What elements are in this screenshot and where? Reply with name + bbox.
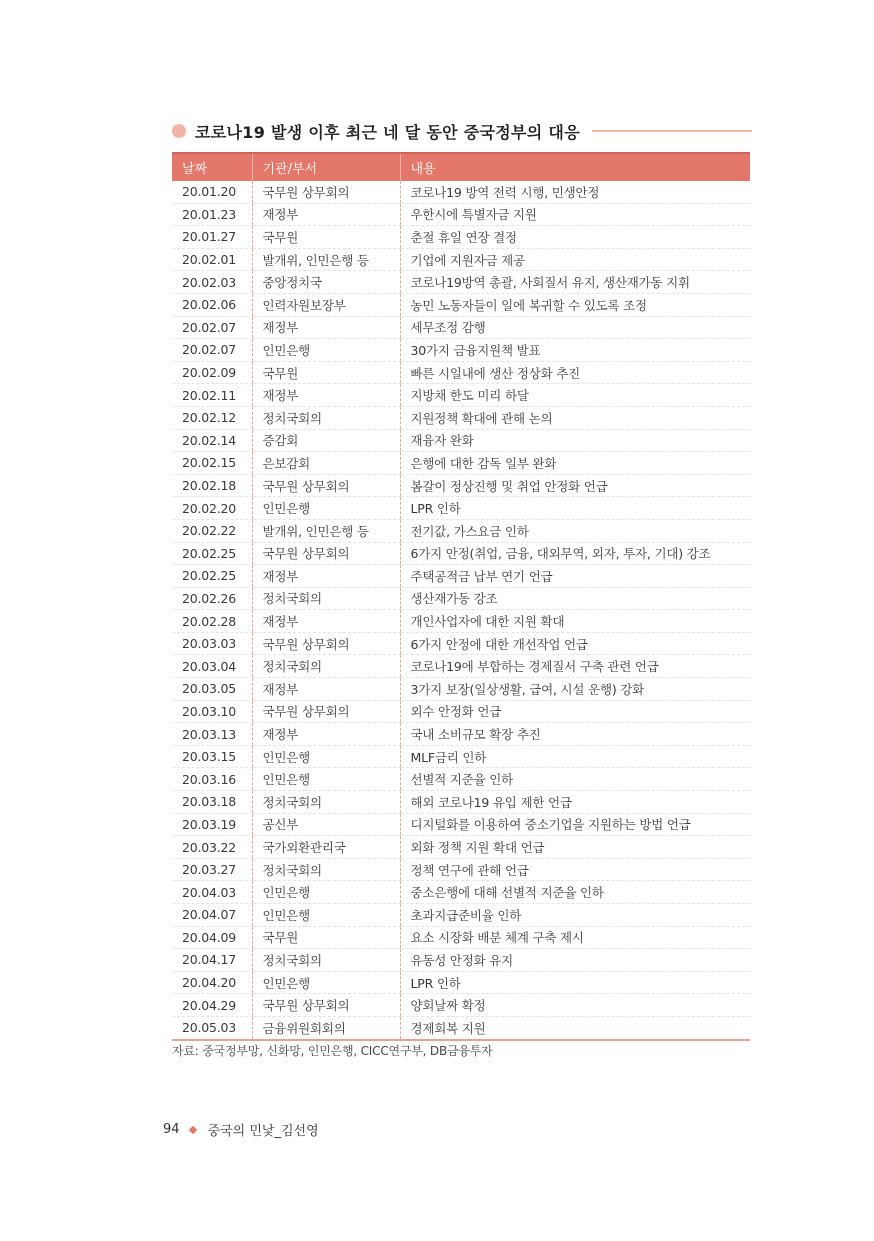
cell-content: MLF금리 인하 bbox=[400, 745, 750, 768]
cell-agency: 재정부 bbox=[252, 316, 400, 339]
cell-date: 20.04.03 bbox=[172, 881, 252, 904]
cell-agency: 국무원 상무회의 bbox=[252, 181, 400, 203]
cell-agency: 정치국회의 bbox=[252, 655, 400, 678]
cell-agency: 인민은행 bbox=[252, 339, 400, 362]
table-row bbox=[172, 497, 750, 520]
table-row bbox=[172, 949, 750, 972]
cell-content: 개인사업자에 대한 지원 확대 bbox=[400, 610, 750, 633]
cell-content: 은행에 대한 감독 일부 완화 bbox=[400, 452, 750, 475]
table-row bbox=[172, 339, 750, 362]
cell-date: 20.05.03 bbox=[172, 1016, 252, 1039]
table-row bbox=[172, 542, 750, 565]
table-row bbox=[172, 452, 750, 475]
cell-agency: 재정부 bbox=[252, 384, 400, 407]
cell-date: 20.02.07 bbox=[172, 316, 252, 339]
cell-agency: 발개위, 인민은행 등 bbox=[252, 519, 400, 542]
cell-date: 20.02.11 bbox=[172, 384, 252, 407]
cell-agency: 국무원 상무회의 bbox=[252, 632, 400, 655]
response-timeline-table bbox=[172, 152, 750, 1041]
table-row bbox=[172, 723, 750, 746]
table-row bbox=[172, 361, 750, 384]
cell-date: 20.02.12 bbox=[172, 406, 252, 429]
cell-content: 기업에 지원자금 제공 bbox=[400, 248, 750, 271]
header-date: 날짜 bbox=[172, 153, 252, 181]
header-agency: 기관/부서 bbox=[252, 153, 400, 181]
cell-date: 20.03.15 bbox=[172, 745, 252, 768]
table-row bbox=[172, 316, 750, 339]
cell-content: 초과지급준비율 인하 bbox=[400, 904, 750, 927]
cell-content: 양회날짜 확정 bbox=[400, 994, 750, 1017]
table-row bbox=[172, 745, 750, 768]
page-number: 94 bbox=[163, 1122, 180, 1137]
table-row bbox=[172, 610, 750, 633]
cell-agency: 국가외환관리국 bbox=[252, 836, 400, 859]
table-row bbox=[172, 813, 750, 836]
cell-content: 코로나19에 부합하는 경제질서 구축 관련 언급 bbox=[400, 655, 750, 678]
cell-agency: 정치국회의 bbox=[252, 587, 400, 610]
table-row bbox=[172, 181, 750, 203]
cell-agency: 인민은행 bbox=[252, 497, 400, 520]
cell-content: 3가지 보장(일상생활, 급여, 시설 운행) 강화 bbox=[400, 678, 750, 701]
circle-bullet-icon bbox=[172, 124, 186, 138]
cell-date: 20.04.20 bbox=[172, 971, 252, 994]
source-note: 자료: 중국정부망, 신화망, 인민은행, CICC연구부, DB금융투자 bbox=[172, 1044, 493, 1058]
table-row bbox=[172, 700, 750, 723]
cell-content: LPR 인하 bbox=[400, 497, 750, 520]
cell-agency: 금융위원회회의 bbox=[252, 1016, 400, 1039]
cell-agency: 재정부 bbox=[252, 610, 400, 633]
cell-content: 6가지 안정에 대한 개선작업 언급 bbox=[400, 632, 750, 655]
cell-content: 유동성 안정화 유지 bbox=[400, 949, 750, 972]
cell-agency: 재정부 bbox=[252, 565, 400, 588]
table-row bbox=[172, 904, 750, 927]
cell-date: 20.02.20 bbox=[172, 497, 252, 520]
cell-agency: 국무원 상무회의 bbox=[252, 542, 400, 565]
table-row bbox=[172, 587, 750, 610]
cell-date: 20.03.13 bbox=[172, 723, 252, 746]
header-content: 내용 bbox=[400, 153, 750, 181]
cell-date: 20.04.09 bbox=[172, 926, 252, 949]
table-row bbox=[172, 858, 750, 881]
cell-agency: 정치국회의 bbox=[252, 791, 400, 814]
table-row bbox=[172, 678, 750, 701]
table-title-row bbox=[172, 118, 752, 144]
cell-agency: 인력자원보장부 bbox=[252, 293, 400, 316]
cell-agency: 인민은행 bbox=[252, 971, 400, 994]
table-row bbox=[172, 293, 750, 316]
cell-agency: 정치국회의 bbox=[252, 406, 400, 429]
cell-content: 주택공적금 납부 연기 언급 bbox=[400, 565, 750, 588]
diamond-icon bbox=[188, 1125, 196, 1133]
cell-content: 지원정책 확대에 관해 논의 bbox=[400, 406, 750, 429]
cell-agency: 국무원 bbox=[252, 361, 400, 384]
table-row bbox=[172, 384, 750, 407]
cell-content: 세무조정 감행 bbox=[400, 316, 750, 339]
cell-date: 20.03.10 bbox=[172, 700, 252, 723]
cell-agency: 재정부 bbox=[252, 203, 400, 226]
cell-agency: 은보감회 bbox=[252, 452, 400, 475]
cell-date: 20.03.22 bbox=[172, 836, 252, 859]
cell-agency: 발개위, 인민은행 등 bbox=[252, 248, 400, 271]
table-row bbox=[172, 881, 750, 904]
cell-content: 외화 정책 지원 확대 언급 bbox=[400, 836, 750, 859]
cell-date: 20.01.20 bbox=[172, 181, 252, 203]
table-row bbox=[172, 836, 750, 859]
cell-date: 20.02.26 bbox=[172, 587, 252, 610]
table-row bbox=[172, 248, 750, 271]
cell-date: 20.03.19 bbox=[172, 813, 252, 836]
cell-date: 20.02.09 bbox=[172, 361, 252, 384]
cell-content: 우한시에 특별자금 지원 bbox=[400, 203, 750, 226]
table-row bbox=[172, 406, 750, 429]
cell-date: 20.03.27 bbox=[172, 858, 252, 881]
cell-agency: 정치국회의 bbox=[252, 949, 400, 972]
cell-agency: 국무원 bbox=[252, 926, 400, 949]
cell-agency: 인민은행 bbox=[252, 881, 400, 904]
cell-agency: 국무원 상무회의 bbox=[252, 474, 400, 497]
title-divider bbox=[592, 130, 752, 132]
table-row bbox=[172, 519, 750, 542]
cell-date: 20.03.03 bbox=[172, 632, 252, 655]
table-row bbox=[172, 203, 750, 226]
cell-agency: 인민은행 bbox=[252, 768, 400, 791]
cell-content: 선별적 지준율 인하 bbox=[400, 768, 750, 791]
table-row bbox=[172, 565, 750, 588]
table-body bbox=[172, 181, 750, 1040]
table-row bbox=[172, 926, 750, 949]
cell-agency: 인민은행 bbox=[252, 745, 400, 768]
book-title: 중국의 민낯_김선영 bbox=[207, 1124, 319, 1139]
cell-date: 20.03.18 bbox=[172, 791, 252, 814]
cell-date: 20.02.15 bbox=[172, 452, 252, 475]
cell-content: 국내 소비규모 확장 추진 bbox=[400, 723, 750, 746]
table-row bbox=[172, 271, 750, 294]
table-row bbox=[172, 429, 750, 452]
cell-content: 외수 안정화 언급 bbox=[400, 700, 750, 723]
cell-content: 코로나19방역 총괄, 사회질서 유지, 생산재가동 지휘 bbox=[400, 271, 750, 294]
cell-agency: 재정부 bbox=[252, 723, 400, 746]
cell-date: 20.02.06 bbox=[172, 293, 252, 316]
table-row bbox=[172, 474, 750, 497]
cell-agency: 증감회 bbox=[252, 429, 400, 452]
cell-date: 20.02.18 bbox=[172, 474, 252, 497]
cell-content: 지방채 한도 미리 하달 bbox=[400, 384, 750, 407]
cell-date: 20.02.03 bbox=[172, 271, 252, 294]
cell-agency: 중앙정치국 bbox=[252, 271, 400, 294]
cell-content: LPR 인하 bbox=[400, 971, 750, 994]
cell-agency: 재정부 bbox=[252, 678, 400, 701]
cell-agency: 인민은행 bbox=[252, 904, 400, 927]
cell-date: 20.04.07 bbox=[172, 904, 252, 927]
cell-content: 재융자 완화 bbox=[400, 429, 750, 452]
cell-content: 코로나19 방역 전력 시행, 민생안정 bbox=[400, 181, 750, 203]
cell-content: 농민 노동자들이 일에 복귀할 수 있도록 조정 bbox=[400, 293, 750, 316]
cell-date: 20.02.28 bbox=[172, 610, 252, 633]
cell-date: 20.04.29 bbox=[172, 994, 252, 1017]
table-row bbox=[172, 768, 750, 791]
cell-date: 20.02.25 bbox=[172, 542, 252, 565]
cell-agency: 정치국회의 bbox=[252, 858, 400, 881]
cell-agency: 국무원 상무회의 bbox=[252, 994, 400, 1017]
table-row bbox=[172, 994, 750, 1017]
page-footer bbox=[163, 1120, 319, 1139]
cell-content: 요소 시장화 배분 체계 구축 제시 bbox=[400, 926, 750, 949]
cell-date: 20.01.27 bbox=[172, 226, 252, 249]
cell-content: 30가지 금융지원책 발표 bbox=[400, 339, 750, 362]
cell-date: 20.03.04 bbox=[172, 655, 252, 678]
cell-date: 20.01.23 bbox=[172, 203, 252, 226]
cell-date: 20.02.07 bbox=[172, 339, 252, 362]
cell-date: 20.03.16 bbox=[172, 768, 252, 791]
table-row bbox=[172, 791, 750, 814]
cell-date: 20.03.05 bbox=[172, 678, 252, 701]
table-row bbox=[172, 226, 750, 249]
cell-content: 6가지 안정(취업, 금융, 대외무역, 외자, 투자, 기대) 강조 bbox=[400, 542, 750, 565]
table-title: 코로나19 발생 이후 최근 네 달 동안 중국정부의 대응 bbox=[195, 122, 580, 142]
cell-date: 20.02.25 bbox=[172, 565, 252, 588]
cell-content: 디지털화를 이용하여 중소기업을 지원하는 방법 언급 bbox=[400, 813, 750, 836]
cell-content: 춘절 휴일 연장 결정 bbox=[400, 226, 750, 249]
cell-agency: 국무원 상무회의 bbox=[252, 700, 400, 723]
table-row bbox=[172, 655, 750, 678]
table-header-row bbox=[172, 153, 750, 181]
table-row bbox=[172, 1016, 750, 1039]
cell-agency: 공신부 bbox=[252, 813, 400, 836]
cell-date: 20.02.01 bbox=[172, 248, 252, 271]
table-row bbox=[172, 632, 750, 655]
cell-date: 20.02.14 bbox=[172, 429, 252, 452]
cell-date: 20.02.22 bbox=[172, 519, 252, 542]
cell-content: 정책 연구에 관해 언급 bbox=[400, 858, 750, 881]
cell-content: 중소은행에 대해 선별적 지준율 인하 bbox=[400, 881, 750, 904]
cell-content: 생산재가동 강조 bbox=[400, 587, 750, 610]
cell-content: 전기값, 가스요금 인하 bbox=[400, 519, 750, 542]
cell-agency: 국무원 bbox=[252, 226, 400, 249]
cell-content: 해외 코로나19 유입 제한 언급 bbox=[400, 791, 750, 814]
cell-date: 20.04.17 bbox=[172, 949, 252, 972]
table-row bbox=[172, 971, 750, 994]
cell-content: 경제회복 지원 bbox=[400, 1016, 750, 1039]
cell-content: 빠른 시일내에 생산 정상화 추진 bbox=[400, 361, 750, 384]
cell-content: 봄갈이 정상진행 및 취업 안정화 언급 bbox=[400, 474, 750, 497]
